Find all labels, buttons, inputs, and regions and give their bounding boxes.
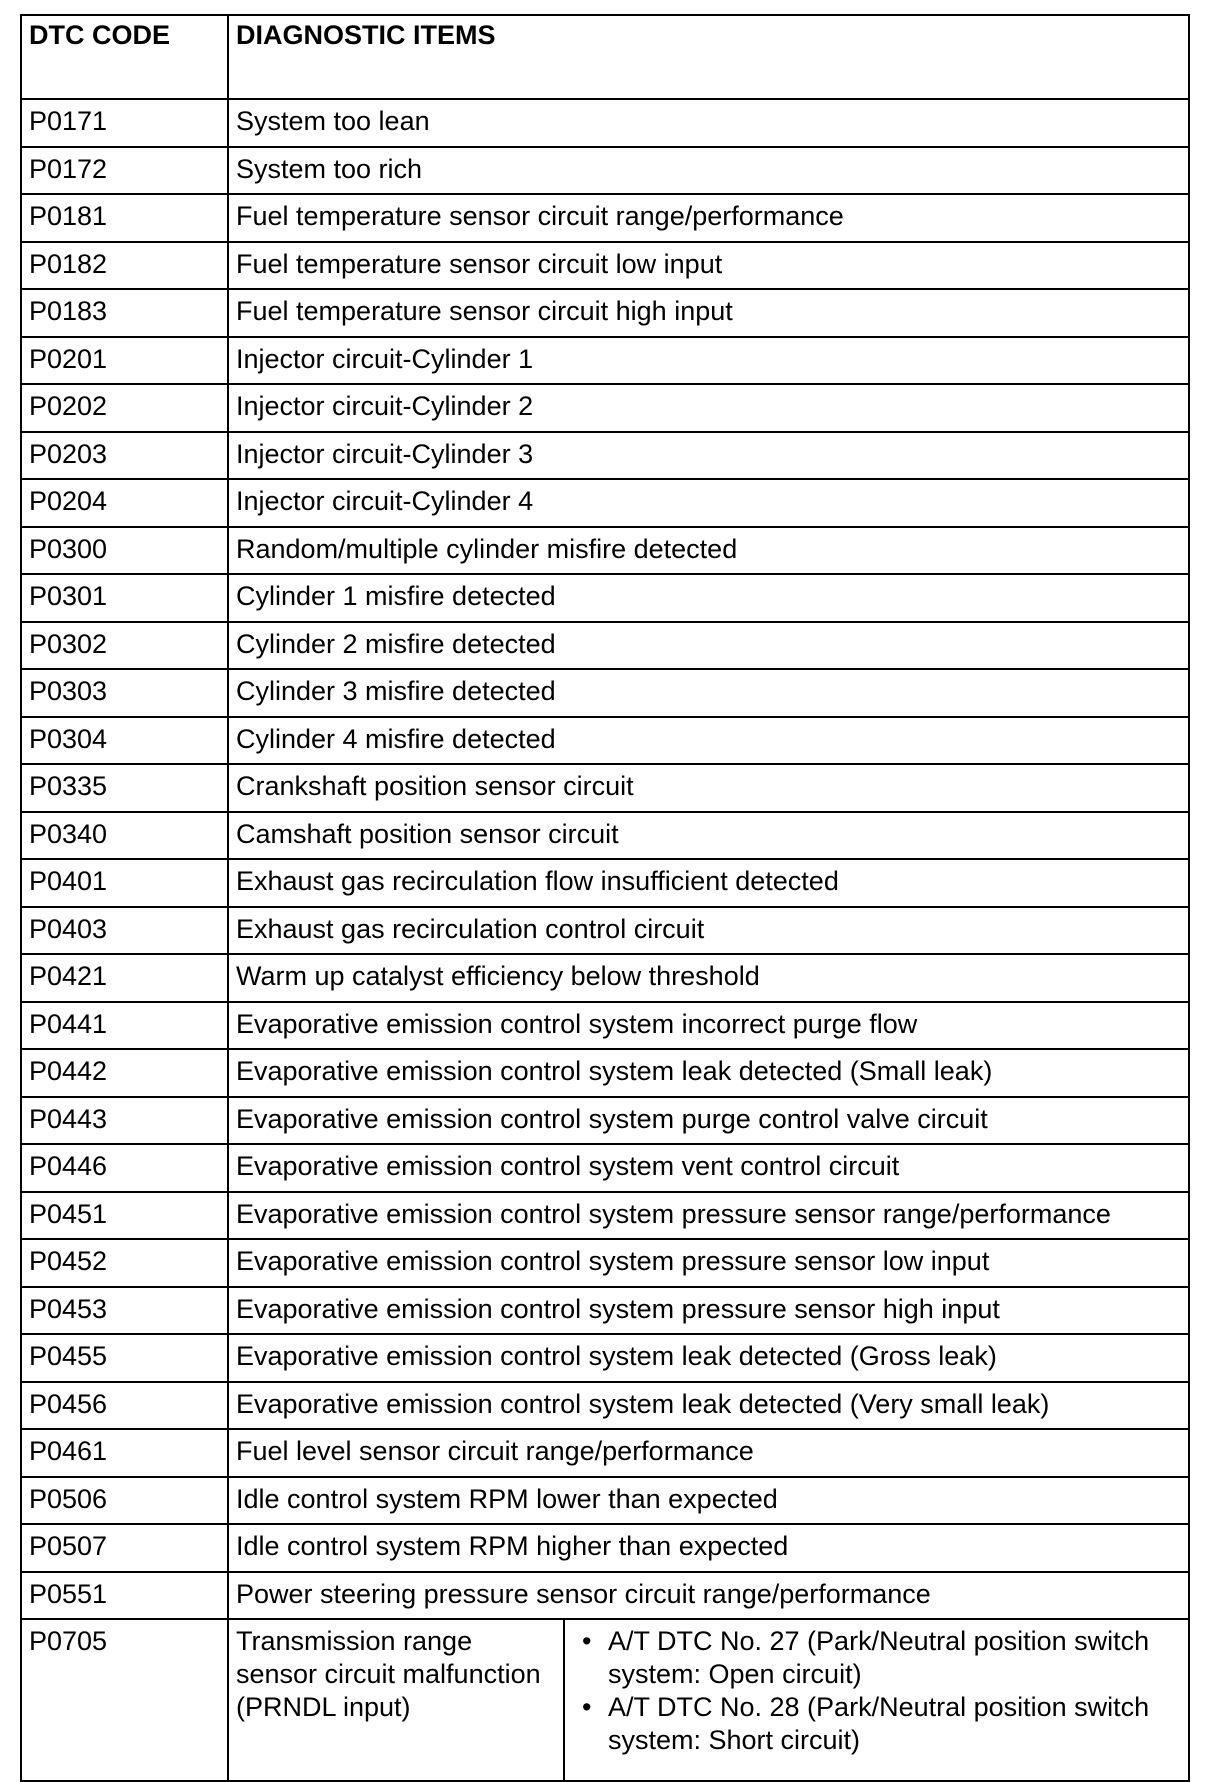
table-row — [21, 479, 1189, 527]
diagnostic-item-cell: Injector circuit-Cylinder 2 — [228, 384, 1189, 432]
table-row — [21, 1192, 1189, 1240]
diagnostic-item-cell: Exhaust gas recirculation flow insufficient detected — [228, 859, 1189, 907]
bullet-item — [582, 1691, 1181, 1757]
table-row — [21, 717, 1189, 765]
dtc-code-cell: P0172 — [21, 147, 228, 195]
diagnostic-item-cell: Injector circuit-Cylinder 1 — [228, 337, 1189, 385]
diagnostic-item-cell: Idle control system RPM lower than expected — [228, 1477, 1189, 1525]
dtc-code-cell: P0204 — [21, 479, 228, 527]
bullet-icon: • — [582, 1692, 592, 1722]
diagnostic-item-cell: Cylinder 1 misfire detected — [228, 574, 1189, 622]
diagnostic-item-cell: Evaporative emission control system leak detected (Gross leak) — [228, 1334, 1189, 1382]
bullet-list — [572, 1625, 1181, 1757]
dtc-code-cell: P0182 — [21, 242, 228, 290]
dtc-code-cell: P0300 — [21, 527, 228, 575]
dtc-code-cell: P0452 — [21, 1239, 228, 1287]
diagnostic-item-cell: Exhaust gas recirculation control circuit — [228, 907, 1189, 955]
dtc-code-cell: P0301 — [21, 574, 228, 622]
diagnostic-item-description: Transmission range sensor circuit malfunction (PRNDL input) — [229, 1620, 565, 1780]
dtc-code-cell: P0303 — [21, 669, 228, 717]
table-row — [21, 1334, 1189, 1382]
table-row — [21, 764, 1189, 812]
table-row — [21, 1429, 1189, 1477]
split-cell — [229, 1620, 1188, 1780]
dtc-code-cell: P0451 — [21, 1192, 228, 1240]
table-row — [21, 527, 1189, 575]
at-dtc-list — [565, 1620, 1188, 1780]
bullet-text: A/T DTC No. 28 (Park/Neutral position switch system: Short circuit) — [608, 1692, 1150, 1755]
table-row — [21, 1524, 1189, 1572]
table-row — [21, 1097, 1189, 1145]
diagnostic-item-cell: Fuel temperature sensor circuit high input — [228, 289, 1189, 337]
diagnostic-item-cell: Fuel temperature sensor circuit low input — [228, 242, 1189, 290]
diagnostic-item-cell: Cylinder 3 misfire detected — [228, 669, 1189, 717]
dtc-code-cell: P0507 — [21, 1524, 228, 1572]
diagnostic-item-cell: Cylinder 2 misfire detected — [228, 622, 1189, 670]
table-row — [21, 1049, 1189, 1097]
table-row — [21, 622, 1189, 670]
table-body — [21, 99, 1189, 1781]
table-row — [21, 1477, 1189, 1525]
dtc-code-cell: P0401 — [21, 859, 228, 907]
diagnostic-item-cell: Fuel temperature sensor circuit range/performance — [228, 194, 1189, 242]
table-row — [21, 1572, 1189, 1620]
table-row — [21, 432, 1189, 480]
diagnostic-item-cell: Evaporative emission control system pressure sensor low input — [228, 1239, 1189, 1287]
header-dtc-code: DTC CODE — [21, 15, 228, 99]
dtc-code-cell: P0201 — [21, 337, 228, 385]
table-header-row — [21, 15, 1189, 99]
diagnostic-item-cell: Camshaft position sensor circuit — [228, 812, 1189, 860]
table-row — [21, 337, 1189, 385]
table-row — [21, 669, 1189, 717]
table-row — [21, 1002, 1189, 1050]
dtc-code-cell: P0421 — [21, 954, 228, 1002]
table-row — [21, 1239, 1189, 1287]
dtc-code-cell: P0202 — [21, 384, 228, 432]
dtc-code-cell: P0443 — [21, 1097, 228, 1145]
table-row — [21, 812, 1189, 860]
table-row — [21, 954, 1189, 1002]
dtc-code-cell: P0453 — [21, 1287, 228, 1335]
dtc-code-cell: P0442 — [21, 1049, 228, 1097]
diagnostic-item-cell: System too lean — [228, 99, 1189, 147]
dtc-code-cell: P0181 — [21, 194, 228, 242]
table-row — [21, 1287, 1189, 1335]
dtc-table — [20, 14, 1190, 1782]
table-row — [21, 859, 1189, 907]
dtc-code-cell: P0171 — [21, 99, 228, 147]
dtc-code-cell: P0456 — [21, 1382, 228, 1430]
dtc-code-cell: P0705 — [21, 1619, 228, 1781]
table-row — [21, 907, 1189, 955]
table-row — [21, 574, 1189, 622]
diagnostic-item-cell: Evaporative emission control system pressure sensor high input — [228, 1287, 1189, 1335]
diagnostic-item-cell: Warm up catalyst efficiency below threshold — [228, 954, 1189, 1002]
diagnostic-item-cell: Evaporative emission control system vent control circuit — [228, 1144, 1189, 1192]
dtc-code-cell: P0506 — [21, 1477, 228, 1525]
diagnostic-item-cell: Evaporative emission control system leak detected (Very small leak) — [228, 1382, 1189, 1430]
table-row — [21, 289, 1189, 337]
diagnostic-item-cell-split — [228, 1619, 1189, 1781]
dtc-code-cell: P0302 — [21, 622, 228, 670]
diagnostic-item-cell: Idle control system RPM higher than expected — [228, 1524, 1189, 1572]
dtc-code-cell: P0403 — [21, 907, 228, 955]
diagnostic-item-cell: Evaporative emission control system pressure sensor range/performance — [228, 1192, 1189, 1240]
diagnostic-item-cell: Cylinder 4 misfire detected — [228, 717, 1189, 765]
table-row — [21, 1144, 1189, 1192]
table-row — [21, 384, 1189, 432]
dtc-code-cell: P0340 — [21, 812, 228, 860]
dtc-code-cell: P0183 — [21, 289, 228, 337]
dtc-code-cell: P0446 — [21, 1144, 228, 1192]
table-row — [21, 242, 1189, 290]
table-row — [21, 194, 1189, 242]
dtc-code-cell: P0455 — [21, 1334, 228, 1382]
table-row — [21, 99, 1189, 147]
diagnostic-item-cell: Evaporative emission control system leak detected (Small leak) — [228, 1049, 1189, 1097]
dtc-code-cell: P0203 — [21, 432, 228, 480]
diagnostic-item-cell: Evaporative emission control system purge control valve circuit — [228, 1097, 1189, 1145]
diagnostic-item-cell: Fuel level sensor circuit range/performance — [228, 1429, 1189, 1477]
diagnostic-item-cell: Evaporative emission control system incorrect purge flow — [228, 1002, 1189, 1050]
bullet-icon: • — [582, 1626, 592, 1656]
table-row — [21, 1382, 1189, 1430]
bullet-item — [582, 1625, 1181, 1691]
table-row — [21, 147, 1189, 195]
dtc-code-cell: P0551 — [21, 1572, 228, 1620]
dtc-code-cell: P0441 — [21, 1002, 228, 1050]
diagnostic-item-cell: Crankshaft position sensor circuit — [228, 764, 1189, 812]
diagnostic-item-cell: Power steering pressure sensor circuit range/performance — [228, 1572, 1189, 1620]
diagnostic-item-cell: Injector circuit-Cylinder 4 — [228, 479, 1189, 527]
table-row-p0705 — [21, 1619, 1189, 1781]
dtc-code-cell: P0335 — [21, 764, 228, 812]
bullet-text: A/T DTC No. 27 (Park/Neutral position switch system: Open circuit) — [608, 1626, 1150, 1689]
dtc-code-cell: P0304 — [21, 717, 228, 765]
dtc-code-cell: P0461 — [21, 1429, 228, 1477]
diagnostic-item-cell: Injector circuit-Cylinder 3 — [228, 432, 1189, 480]
header-diagnostic-items: DIAGNOSTIC ITEMS — [228, 15, 1189, 99]
diagnostic-item-cell: System too rich — [228, 147, 1189, 195]
diagnostic-item-cell: Random/multiple cylinder misfire detected — [228, 527, 1189, 575]
